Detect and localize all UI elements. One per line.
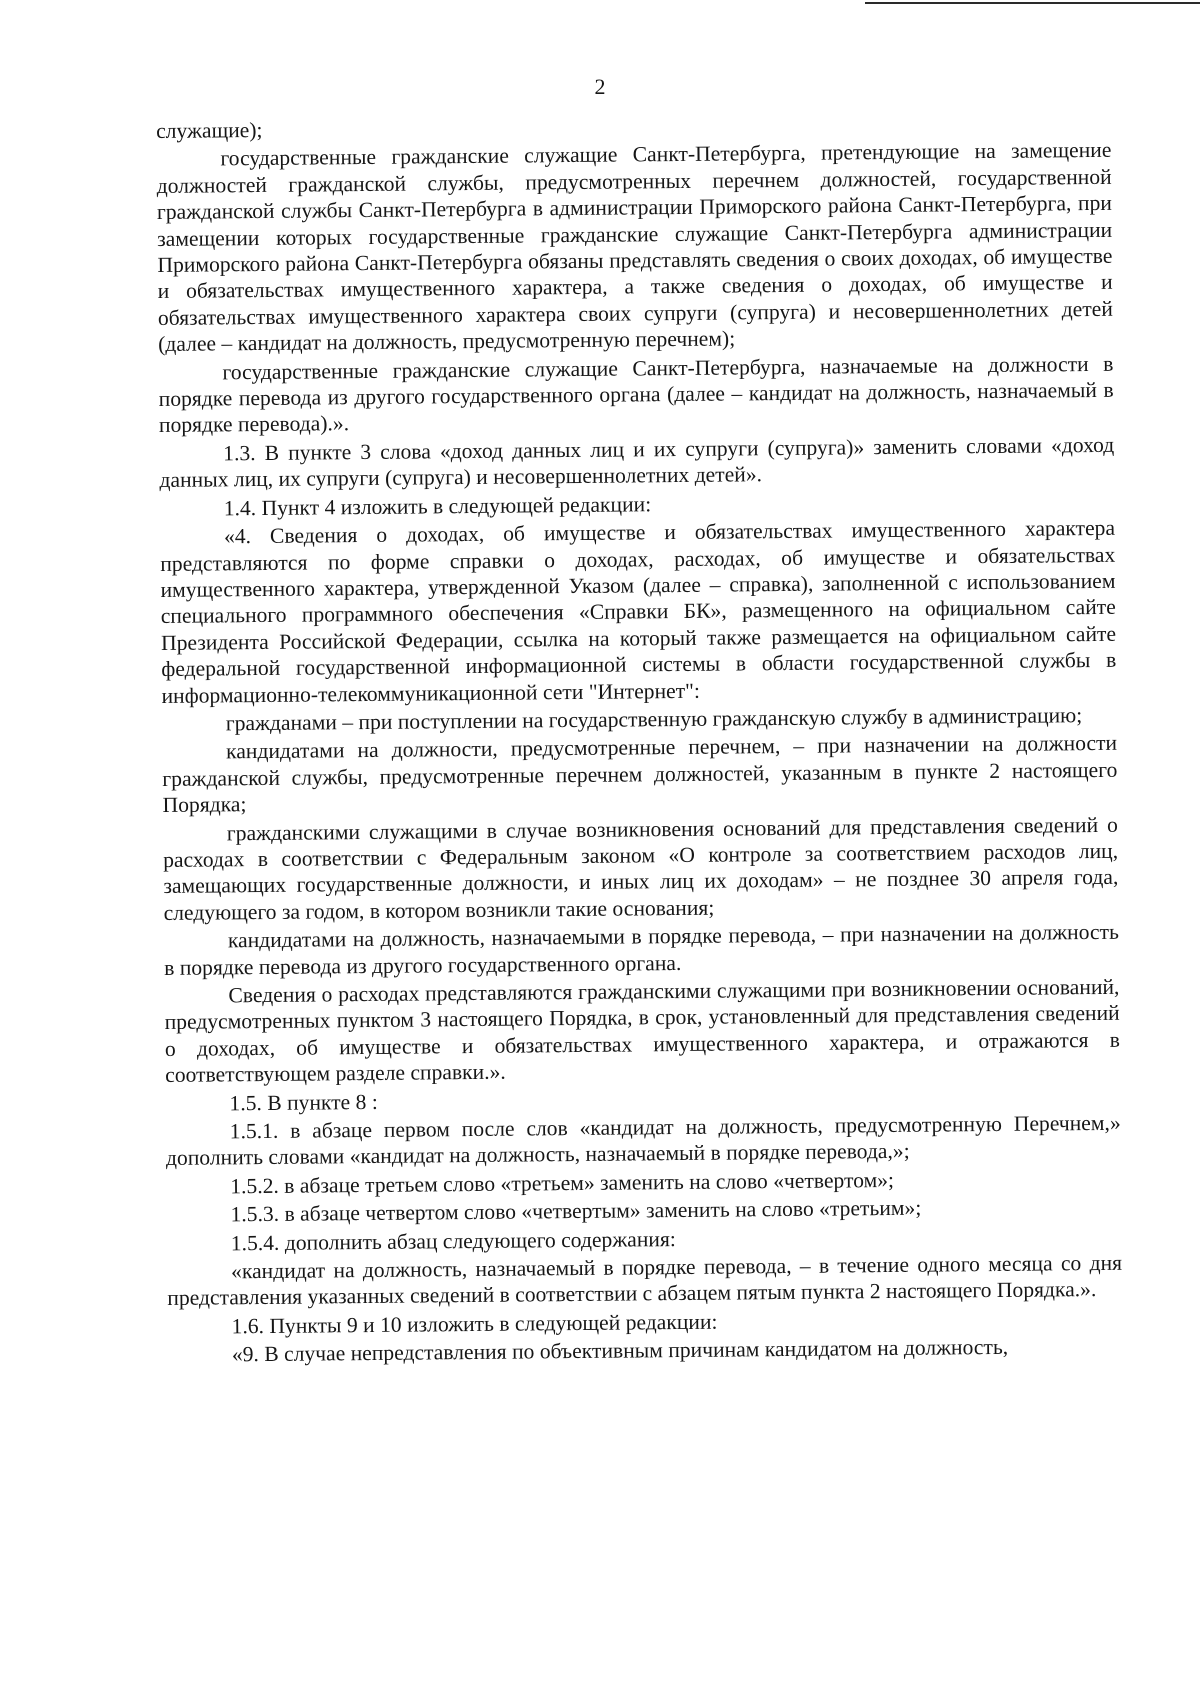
paragraph: государственные гражданские служащие Санкт-Петербурга, претендующие на замещение должностей гражданской службы, предусмотренных перечнем должностей, государственной гражданской службы Санкт-Петербурга в администрации Приморского района Санкт-Петербурга, при замещении которых государственные гражданские служащие Санкт-Петербурга администрации Приморского района Санкт-Петербурга обязаны представлять сведения о своих доходах, об имуществе и обязательствах имущественного характера, а также сведения о доходах, об имуществе и обязательствах имущественного характера своих супруги (супруга) и несовершеннолетних детей (далее – кандидат на должность, предусмотренную перечнем); xyxy=(156,138,1113,357)
paragraph: «кандидат на должность, назначаемый в порядке перевода, – в течение одного месяца со дня представления указанных сведений в соответствии с абзацем пятым пункта 2 настоящего Порядка.». xyxy=(167,1250,1123,1311)
document-body xyxy=(156,109,1123,1371)
paragraph: 1.3. В пункте 3 слова «доход данных лиц и их супруги (супруга)» заменить словами «доход данных лиц, их супруги (супруга) и несовершеннолетних детей». xyxy=(159,432,1115,493)
paragraph: кандидатами на должность, назначаемыми в порядке перевода, – при назначении на должность в порядке перевода из другого государственного органа. xyxy=(164,919,1119,980)
paragraph: кандидатами на должности, предусмотренные перечнем, – при назначении на должности гражданской службы, предусмотренные перечнем должностей, указанным в пункте 2 настоящего Порядка; xyxy=(162,731,1118,818)
paragraph: гражданами – при поступлении на государственную гражданскую службу в администрацию; xyxy=(225,703,1083,736)
paragraph: 1.6. Пункты 9 и 10 изложить в следующей редакции: xyxy=(231,1309,718,1339)
paragraph: служащие); xyxy=(156,117,263,143)
paragraph: гражданскими служащими в случае возникновения оснований для представления сведений о расходах в соответствии с Федеральным законом «О контроле за соответствием расходов лиц, замещающих государственные должности, и иных лиц их доходам» – не позднее 30 апреля года, следующего за годом, в котором возникли такие основания; xyxy=(163,812,1119,925)
paragraph: 1.5.4. дополнить абзац следующего содержания: xyxy=(230,1226,676,1255)
paragraph: 1.5.2. в абзаце третьем слово «третьем» заменить на слово «четвертом»; xyxy=(230,1167,895,1199)
paragraph: «9. В случае непредставления по объективным причинам кандидатом на должность, xyxy=(231,1335,1009,1367)
paragraph: 1.5. В пункте 8 : xyxy=(229,1089,378,1115)
paragraph: Сведения о расходах представляются гражданскими служащими при возникновении оснований, предусмотренных пунктом 3 настоящего Порядка, в срок, установленный для представления сведений о доходах, об имуществе и обязательствах имущественного характера, и отражаются в соответствующем разделе справки.». xyxy=(164,974,1121,1088)
paragraph: 1.5.1. в абзаце первом после слов «кандидат на должность, предусмотренную Перечнем,» дополнить словами «кандидат на должность, назначаемый в порядке перевода,»; xyxy=(165,1110,1121,1171)
paragraph: «4. Сведения о доходах, об имуществе и обязательствах имущественного характера представляются по форме справки о доходах, расходах, об имуществе и обязательствах имущественного характера, утвержденной Указом (далее – справка), заполненной с использованием специального программного обеспечения «Справки БК», размещенного на официальном сайте Президента Российской Федерации, ссылка на который также размещается на официальном сайте федеральной государственной информационной системы в области государственной службы в информационно-телекоммуникационной сети "Интернет": xyxy=(160,515,1117,708)
paragraph: 1.4. Пункт 4 изложить в следующей редакции: xyxy=(223,491,652,521)
page-number: 2 xyxy=(594,74,606,99)
top-edge-line xyxy=(865,2,1200,4)
paragraph: 1.5.3. в абзаце четвертом слово «четвертым» заменить на слово «третьим»; xyxy=(230,1195,922,1227)
paragraph: государственные гражданские служащие Санкт-Петербурга, назначаемые на должности в порядке перевода из другого государственного органа (далее – кандидат на должность, назначаемый в порядке перевода).». xyxy=(158,351,1114,438)
